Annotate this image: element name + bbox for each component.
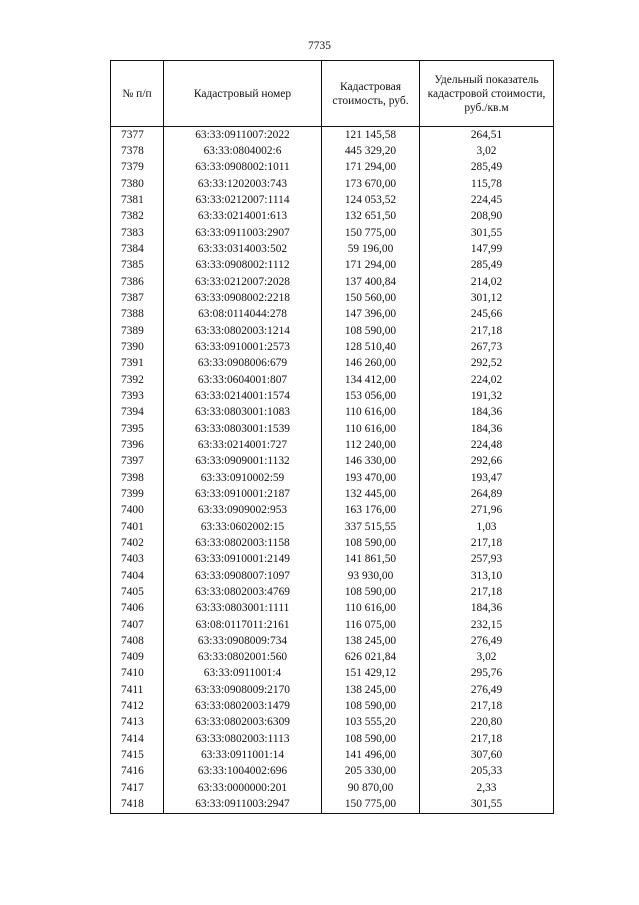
specific-indicator: 224,02 [420, 372, 554, 388]
cadastral-number: 63:33:0214001:613 [164, 209, 322, 225]
table-row [111, 274, 554, 290]
table-row [111, 241, 554, 257]
table-row [111, 339, 554, 355]
table-row [111, 666, 554, 682]
cadastral-number: 63:33:0803001:1083 [164, 405, 322, 421]
row-number: 7392 [111, 372, 164, 388]
table-row [111, 307, 554, 323]
specific-indicator: 3,02 [420, 143, 554, 159]
row-number: 7396 [111, 437, 164, 453]
cadastral-number: 63:33:0911003:2947 [164, 796, 322, 813]
cadastral-number: 63:33:0802001:560 [164, 650, 322, 666]
cadastral-value: 141 496,00 [322, 747, 420, 763]
cadastral-number: 63:33:0908002:2218 [164, 290, 322, 306]
specific-indicator: 285,49 [420, 160, 554, 176]
header-row [111, 61, 554, 127]
row-number: 7409 [111, 650, 164, 666]
row-number: 7407 [111, 617, 164, 633]
specific-indicator: 264,89 [420, 486, 554, 502]
row-number: 7418 [111, 796, 164, 813]
table-row [111, 421, 554, 437]
cadastral-number: 63:33:0803001:1111 [164, 601, 322, 617]
table-row [111, 552, 554, 568]
cadastral-value: 138 245,00 [322, 682, 420, 698]
cadastral-value: 108 590,00 [322, 584, 420, 600]
table-row [111, 780, 554, 796]
row-number: 7404 [111, 568, 164, 584]
cadastral-number: 63:33:0911001:14 [164, 747, 322, 763]
cadastral-value: 150 775,00 [322, 796, 420, 813]
table-row [111, 617, 554, 633]
specific-indicator: 292,52 [420, 356, 554, 372]
row-number: 7414 [111, 731, 164, 747]
table-row [111, 503, 554, 519]
cadastral-number: 63:33:0802003:4769 [164, 584, 322, 600]
specific-indicator: 224,48 [420, 437, 554, 453]
cadastral-value: 108 590,00 [322, 698, 420, 714]
row-number: 7394 [111, 405, 164, 421]
row-number: 7406 [111, 601, 164, 617]
cadastral-value: 116 075,00 [322, 617, 420, 633]
row-number: 7379 [111, 160, 164, 176]
specific-indicator: 3,02 [420, 650, 554, 666]
cadastral-number: 63:33:0908009:734 [164, 633, 322, 649]
cadastral-value: 150 775,00 [322, 225, 420, 241]
specific-indicator: 267,73 [420, 339, 554, 355]
cadastral-value: 59 196,00 [322, 241, 420, 257]
cadastral-value: 90 870,00 [322, 780, 420, 796]
row-number: 7401 [111, 519, 164, 535]
row-number: 7397 [111, 454, 164, 470]
row-number: 7405 [111, 584, 164, 600]
table-row [111, 160, 554, 176]
table-row [111, 601, 554, 617]
cadastral-number: 63:33:0214001:1574 [164, 388, 322, 404]
row-number: 7395 [111, 421, 164, 437]
specific-indicator: 301,55 [420, 796, 554, 813]
cadastral-number: 63:33:0000000:201 [164, 780, 322, 796]
specific-indicator: 214,02 [420, 274, 554, 290]
row-number: 7378 [111, 143, 164, 159]
cadastral-value: 108 590,00 [322, 731, 420, 747]
specific-indicator: 232,15 [420, 617, 554, 633]
cadastral-number: 63:33:0908007:1097 [164, 568, 322, 584]
specific-indicator: 307,60 [420, 747, 554, 763]
table-row [111, 454, 554, 470]
row-number: 7410 [111, 666, 164, 682]
specific-indicator: 184,36 [420, 421, 554, 437]
cadastral-number: 63:33:0212007:2028 [164, 274, 322, 290]
cadastral-value: 205 330,00 [322, 764, 420, 780]
cadastral-number: 63:33:0803001:1539 [164, 421, 322, 437]
header-cadastral-number: Кадастровый номер [164, 61, 322, 127]
table-row [111, 633, 554, 649]
table-row [111, 356, 554, 372]
row-number: 7412 [111, 698, 164, 714]
table-row [111, 405, 554, 421]
specific-indicator: 217,18 [420, 731, 554, 747]
specific-indicator: 264,51 [420, 127, 554, 144]
cadastral-value: 132 651,50 [322, 209, 420, 225]
page-number: 7735 [308, 40, 331, 52]
specific-indicator: 208,90 [420, 209, 554, 225]
header-cadastral-value: Кадастровая стоимость, руб. [322, 61, 420, 127]
specific-indicator: 285,49 [420, 258, 554, 274]
specific-indicator: 271,96 [420, 503, 554, 519]
table-row [111, 682, 554, 698]
row-number: 7416 [111, 764, 164, 780]
specific-indicator: 217,18 [420, 323, 554, 339]
row-number: 7389 [111, 323, 164, 339]
cadastral-value: 151 429,12 [322, 666, 420, 682]
specific-indicator: 301,12 [420, 290, 554, 306]
row-number: 7380 [111, 176, 164, 192]
cadastral-table [110, 60, 554, 814]
table-row [111, 143, 554, 159]
specific-indicator: 276,49 [420, 682, 554, 698]
cadastral-number: 63:33:0909001:1132 [164, 454, 322, 470]
cadastral-number: 63:33:0604001:807 [164, 372, 322, 388]
cadastral-value: 147 396,00 [322, 307, 420, 323]
cadastral-number: 63:33:0911001:4 [164, 666, 322, 682]
row-number: 7411 [111, 682, 164, 698]
cadastral-number: 63:33:0212007:1114 [164, 192, 322, 208]
specific-indicator: 220,80 [420, 715, 554, 731]
table-row [111, 372, 554, 388]
row-number: 7399 [111, 486, 164, 502]
cadastral-value: 138 245,00 [322, 633, 420, 649]
table-row [111, 258, 554, 274]
cadastral-number: 63:33:0802003:1158 [164, 535, 322, 551]
cadastral-number: 63:33:0910002:59 [164, 470, 322, 486]
table-header [111, 61, 554, 127]
row-number: 7383 [111, 225, 164, 241]
table-row [111, 519, 554, 535]
table-body [111, 127, 554, 814]
cadastral-number: 63:33:0802003:6309 [164, 715, 322, 731]
cadastral-value: 134 412,00 [322, 372, 420, 388]
cadastral-value: 112 240,00 [322, 437, 420, 453]
cadastral-value: 193 470,00 [322, 470, 420, 486]
specific-indicator: 301,55 [420, 225, 554, 241]
cadastral-number: 63:33:0908006:679 [164, 356, 322, 372]
cadastral-value: 124 053,52 [322, 192, 420, 208]
cadastral-number: 63:33:0911007:2022 [164, 127, 322, 144]
cadastral-number: 63:33:0802003:1214 [164, 323, 322, 339]
table-row [111, 388, 554, 404]
cadastral-value: 146 260,00 [322, 356, 420, 372]
row-number: 7384 [111, 241, 164, 257]
row-number: 7400 [111, 503, 164, 519]
cadastral-number: 63:33:0908002:1011 [164, 160, 322, 176]
table-row [111, 747, 554, 763]
table-row [111, 470, 554, 486]
cadastral-number: 63:33:0802003:1479 [164, 698, 322, 714]
specific-indicator: 292,66 [420, 454, 554, 470]
cadastral-value: 93 930,00 [322, 568, 420, 584]
cadastral-value: 171 294,00 [322, 258, 420, 274]
row-number: 7386 [111, 274, 164, 290]
specific-indicator: 2,33 [420, 780, 554, 796]
table-row [111, 796, 554, 813]
row-number: 7391 [111, 356, 164, 372]
cadastral-number: 63:33:0908002:1112 [164, 258, 322, 274]
specific-indicator: 313,10 [420, 568, 554, 584]
cadastral-number: 63:33:0909002:953 [164, 503, 322, 519]
specific-indicator: 184,36 [420, 405, 554, 421]
table-row [111, 225, 554, 241]
table-row [111, 584, 554, 600]
cadastral-number: 63:33:1202003:743 [164, 176, 322, 192]
table-row [111, 176, 554, 192]
cadastral-value: 128 510,40 [322, 339, 420, 355]
cadastral-value: 171 294,00 [322, 160, 420, 176]
cadastral-value: 110 616,00 [322, 405, 420, 421]
table-row [111, 568, 554, 584]
table-row [111, 323, 554, 339]
cadastral-value: 150 560,00 [322, 290, 420, 306]
specific-indicator: 217,18 [420, 698, 554, 714]
specific-indicator: 205,33 [420, 764, 554, 780]
specific-indicator: 257,93 [420, 552, 554, 568]
cadastral-value: 337 515,55 [322, 519, 420, 535]
row-number: 7382 [111, 209, 164, 225]
cadastral-value: 137 400,84 [322, 274, 420, 290]
cadastral-number: 63:33:0214001:727 [164, 437, 322, 453]
row-number: 7390 [111, 339, 164, 355]
cadastral-number: 63:33:0804002:6 [164, 143, 322, 159]
specific-indicator: 1,03 [420, 519, 554, 535]
specific-indicator: 217,18 [420, 584, 554, 600]
row-number: 7413 [111, 715, 164, 731]
table-row [111, 290, 554, 306]
row-number: 7388 [111, 307, 164, 323]
specific-indicator: 184,36 [420, 601, 554, 617]
header-specific-indicator: Удельный показатель кадастровой стоимости, руб./кв.м [420, 61, 554, 127]
cadastral-value: 141 861,50 [322, 552, 420, 568]
row-number: 7415 [111, 747, 164, 763]
row-number: 7408 [111, 633, 164, 649]
row-number: 7417 [111, 780, 164, 796]
cadastral-number: 63:33:0802003:1113 [164, 731, 322, 747]
specific-indicator: 295,76 [420, 666, 554, 682]
specific-indicator: 276,49 [420, 633, 554, 649]
cadastral-number: 63:33:1004002:696 [164, 764, 322, 780]
cadastral-value: 163 176,00 [322, 503, 420, 519]
row-number: 7387 [111, 290, 164, 306]
table-row [111, 535, 554, 551]
cadastral-value: 103 555,20 [322, 715, 420, 731]
cadastral-value: 153 056,00 [322, 388, 420, 404]
specific-indicator: 115,78 [420, 176, 554, 192]
cadastral-value: 110 616,00 [322, 421, 420, 437]
row-number: 7385 [111, 258, 164, 274]
specific-indicator: 193,47 [420, 470, 554, 486]
cadastral-value: 445 329,20 [322, 143, 420, 159]
specific-indicator: 191,32 [420, 388, 554, 404]
cadastral-number: 63:33:0910001:2187 [164, 486, 322, 502]
cadastral-number: 63:08:0117011:2161 [164, 617, 322, 633]
table-row [111, 764, 554, 780]
table-row [111, 650, 554, 666]
cadastral-value: 108 590,00 [322, 323, 420, 339]
cadastral-value: 146 330,00 [322, 454, 420, 470]
specific-indicator: 245,66 [420, 307, 554, 323]
table-row [111, 127, 554, 144]
cadastral-value: 108 590,00 [322, 535, 420, 551]
cadastral-value: 132 445,00 [322, 486, 420, 502]
table-row [111, 192, 554, 208]
row-number: 7403 [111, 552, 164, 568]
cadastral-number: 63:33:0910001:2149 [164, 552, 322, 568]
table-row [111, 437, 554, 453]
row-number: 7398 [111, 470, 164, 486]
cadastral-number: 63:08:0114044:278 [164, 307, 322, 323]
specific-indicator: 224,45 [420, 192, 554, 208]
table-row [111, 209, 554, 225]
header-num: № п/п [111, 61, 164, 127]
table-row [111, 698, 554, 714]
specific-indicator: 147,99 [420, 241, 554, 257]
cadastral-value: 173 670,00 [322, 176, 420, 192]
row-number: 7377 [111, 127, 164, 144]
cadastral-number: 63:33:0602002:15 [164, 519, 322, 535]
specific-indicator: 217,18 [420, 535, 554, 551]
row-number: 7381 [111, 192, 164, 208]
cadastral-number: 63:33:0314003:502 [164, 241, 322, 257]
row-number: 7402 [111, 535, 164, 551]
cadastral-value: 110 616,00 [322, 601, 420, 617]
cadastral-value: 121 145,58 [322, 127, 420, 144]
cadastral-value: 626 021,84 [322, 650, 420, 666]
row-number: 7393 [111, 388, 164, 404]
cadastral-number: 63:33:0910001:2573 [164, 339, 322, 355]
table-row [111, 486, 554, 502]
cadastral-number: 63:33:0908009:2170 [164, 682, 322, 698]
table-row [111, 731, 554, 747]
table-row [111, 715, 554, 731]
cadastral-number: 63:33:0911003:2907 [164, 225, 322, 241]
